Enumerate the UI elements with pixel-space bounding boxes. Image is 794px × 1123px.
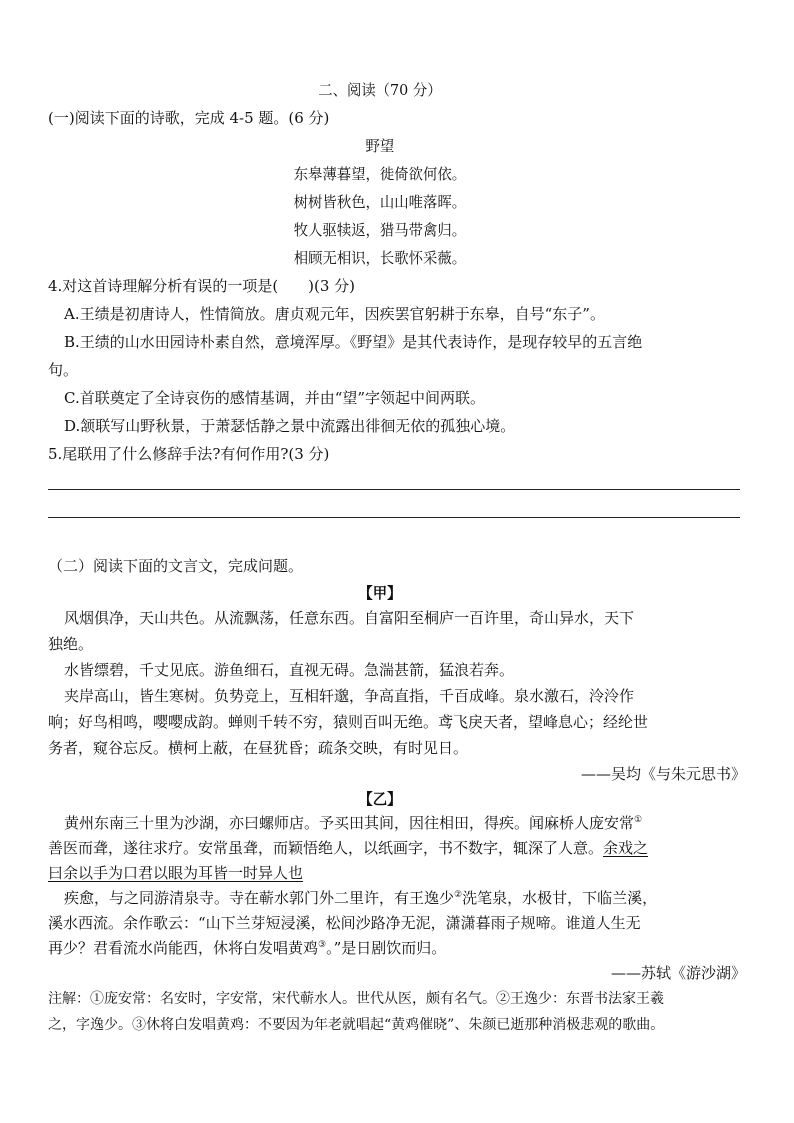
answer-line[interactable] xyxy=(48,517,740,518)
part2-instruction: （二）阅读下面的文言文，完成问题。 xyxy=(48,557,304,575)
yi-text: 善医而聋，遂往求疗。安常虽聋，而颖悟绝人，以纸画字，书不数字，辄深了人意。 xyxy=(48,839,604,857)
poem-title: 野望 xyxy=(365,137,395,155)
jia-text-line: 独绝。 xyxy=(48,635,94,653)
q4-option-a: A.王绩是初唐诗人，性情简放。唐贞观元年，因疾罢官躬耕于东皋，自号“东子”。 xyxy=(64,305,605,323)
jia-source: ——吴均《与朱元思书》 xyxy=(580,765,746,783)
yi-label: 【乙】 xyxy=(358,790,402,808)
part1-instruction: (一)阅读下面的诗歌，完成 4-5 题。(6 分) xyxy=(48,109,330,127)
jia-text-line: 风烟俱净，天山共色。从流飘荡，任意东西。自富阳至桐庐一百许里，奇山异水，天下 xyxy=(64,609,635,627)
jia-text-line: 务者，窥谷忘反。横柯上蔽，在昼犹昏；疏条交映，有时见日。 xyxy=(48,739,469,757)
question-5: 5.尾联用了什么修辞手法?有何作用?(3 分) xyxy=(48,445,330,463)
yi-text-line xyxy=(48,938,446,958)
poem-line: 相顾无相识，长歌怀采薇。 xyxy=(293,249,467,267)
yi-source: ——苏轼《游沙湖》 xyxy=(610,964,746,982)
yi-text-line xyxy=(48,863,303,883)
yi-text-line xyxy=(64,813,642,833)
q4-option-d: D.颔联写山野秋景，于萧瑟恬静之景中流露出徘徊无依的孤独心境。 xyxy=(64,417,516,435)
q4-option-c: C.首联奠定了全诗哀伤的感情基调，并由“望”字领起中间两联。 xyxy=(64,389,486,407)
q4-option-b-cont: 句。 xyxy=(48,361,79,379)
poem-line: 树树皆秋色，山山唯落晖。 xyxy=(293,193,467,211)
footnote-mark: ① xyxy=(634,815,643,825)
q4-option-b: B.王绩的山水田园诗朴素自然，意境浑厚。《野望》是其代表诗作，是现存较早的五言绝 xyxy=(64,333,643,351)
underlined-sentence: 曰余以手为口君以眼为耳皆一时异人也 xyxy=(48,864,304,882)
yi-text-line xyxy=(48,838,648,858)
yi-text: 黄州东南三十里为沙湖，亦曰螺师店。予买田其间，因往相田，得疾。闻麻桥人庞安常 xyxy=(64,814,635,832)
jia-text-line: 响；好鸟相鸣，嘤嘤成韵。蝉则千转不穷，猿则百叫无绝。鸢飞戾天者，望峰息心；经纶世 xyxy=(48,713,649,731)
yi-text: 再少？君看流水尚能西，休将白发唱黄鸡 xyxy=(48,939,319,957)
answer-line[interactable] xyxy=(48,489,740,490)
underlined-sentence: 余戏之 xyxy=(603,839,649,857)
question-4: 4.对这首诗理解分析有误的一项是( )(3 分) xyxy=(48,277,356,295)
jia-label: 【甲】 xyxy=(358,584,402,602)
jia-text-line: 夹岸高山，皆生寒树。负势竞上，互相轩邈，争高直指，千百成峰。泉水激石，泠泠作 xyxy=(64,687,635,705)
yi-text: 洗笔泉，水极甘，下临兰溪， xyxy=(462,889,658,907)
footnote-mark: ② xyxy=(454,890,463,900)
jia-text-line: 水皆缥碧，千丈见底。游鱼细石，直视无碍。急湍甚箭，猛浪若奔。 xyxy=(64,661,515,679)
notes-line: 注解：①庞安常：名安时，字安常，宋代蕲水人。世代从医，颇有名气。②王逸少：东晋书法家王羲 xyxy=(48,991,664,1007)
yi-text: 。”是日剧饮而归。 xyxy=(326,939,447,957)
footnote-mark: ③ xyxy=(318,940,327,950)
yi-text-line: 溪水西流。余作歌云：“山下兰芽短浸溪，松间沙路净无泥，潇潇暮雨子规啼。谁道人生无 xyxy=(48,914,641,932)
section-title: 二、阅读（70 分） xyxy=(318,81,442,99)
yi-text: 疾愈，与之同游清泉寺。寺在蕲水郭门外二里许，有王逸少 xyxy=(64,889,455,907)
yi-text-line xyxy=(64,888,657,908)
notes-line: 之，字逸少。③休将白发唱黄鸡：不要因为年老就唱起“黄鸡催晓”、朱颜已逝那种消极悲观的歌曲。 xyxy=(48,1017,665,1033)
poem-line: 牧人驱犊返，猎马带禽归。 xyxy=(293,221,467,239)
poem-line: 东皋薄暮望，徙倚欲何依。 xyxy=(293,165,467,183)
